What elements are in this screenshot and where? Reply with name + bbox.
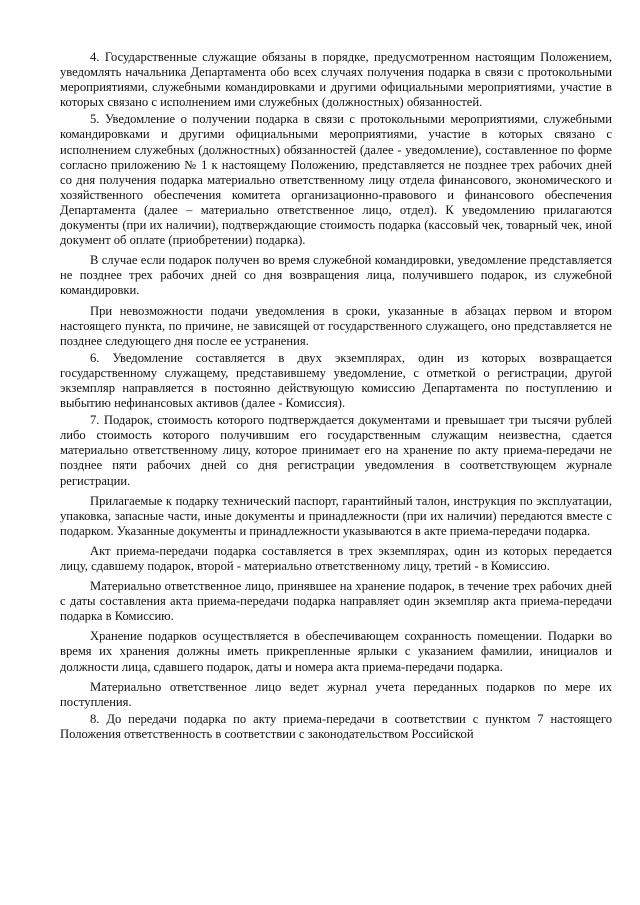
paragraph-6: 6. Уведомление составляется в двух экземплярах, один из которых возвращается государственному служащему, представившему уведомление, с отметкой о регистрации, другой экземпляр направляется в постоянно действующую комиссию Департамента по поступлению и выбытию нефинансовых активов (далее - Комиссия).: [60, 350, 612, 411]
paragraph-7-attachments: Прилагаемые к подарку технический паспорт, гарантийный талон, инструкция по эксплуатации, упаковка, запасные части, иные документы и принадлежности (при их наличии) передаются вместе с подарком. Указанные документы и принадлежности указываются в акте приема-передачи подарка.: [60, 493, 612, 538]
paragraph-7-act-copies: Акт приема-передачи подарка составляется в трех экземплярах, один из которых передается лицу, сдавшему подарок, второй - материально ответственному лицу, третий - в Комиссию.: [60, 543, 612, 573]
paragraph-7-journal: Материально ответственное лицо ведет журнал учета переданных подарков по мере их поступления.: [60, 679, 612, 709]
paragraph-5-business-trip: В случае если подарок получен во время служебной командировки, уведомление представляется не позднее трех рабочих дней со дня возвращения лица, получившего подарок, из служебной командировки.: [60, 253, 612, 298]
paragraph-7: 7. Подарок, стоимость которого подтверждается документами и превышает три тысячи рублей либо стоимость которого получившим его государственным служащим неизвестна, сдается материально ответственному лицу, которое принимает его на хранение по акту приема-передачи не позднее пяти рабочих дней со дня регистрации уведомления в соответствующем журнале регистрации.: [60, 413, 612, 488]
paragraph-4: 4. Государственные служащие обязаны в порядке, предусмотренном настоящим Положением, уведомлять начальника Департамента обо всех случаях получения подарка в связи с протокольными мероприятиями, служебными командировками и другими официальными мероприятиями, участие в которых связано с исполнением ими служебных (должностных) обязанностей.: [60, 50, 612, 110]
paragraph-5-impossibility: При невозможности подачи уведомления в сроки, указанные в абзацах первом и втором настоящего пункта, по причине, не зависящей от государственного служащего, оно представляется не позднее следующего дня после ее устранения.: [60, 303, 612, 348]
paragraph-5: 5. Уведомление о получении подарка в связи с протокольными мероприятиями, служебными командировками и другими официальными мероприятиями, участие в которых связано с исполнением служебных (должностных) обязанностей (далее - уведомление), составленное по форме согласно приложению № 1 к настоящему Положению, представляется не позднее трех рабочих дней со дня получения подарка материально ответственному лицу отдела финансового, экономического и хозяйственного обеспечения комитета организационно-правового и финансового обеспечения Департамента (далее – материально ответственное лицо, отдел). К уведомлению прилагаются документы (при их наличии), подтверждающие стоимость подарка (кассовый чек, товарный чек, иной документ об оплате (приобретении) подарка).: [60, 112, 612, 248]
paragraph-7-act-to-commission: Материально ответственное лицо, принявшее на хранение подарок, в течение трех рабочих дней с даты составления акта приема-передачи подарка направляет один экземпляр акта приема-передачи подарка в Комиссию.: [60, 579, 612, 624]
paragraph-7-storage: Хранение подарков осуществляется в обеспечивающем сохранность помещении. Подарки во время их хранения должны иметь прикрепленные ярлыки с указанием фамилии, инициалов и должности лица, сдавшего подарок, даты и номера акта приема-передачи подарка.: [60, 629, 612, 674]
paragraph-8: 8. До передачи подарка по акту приема-передачи в соответствии с пунктом 7 настоящего Положения ответственность в соответствии с законодательством Российской: [60, 711, 612, 741]
